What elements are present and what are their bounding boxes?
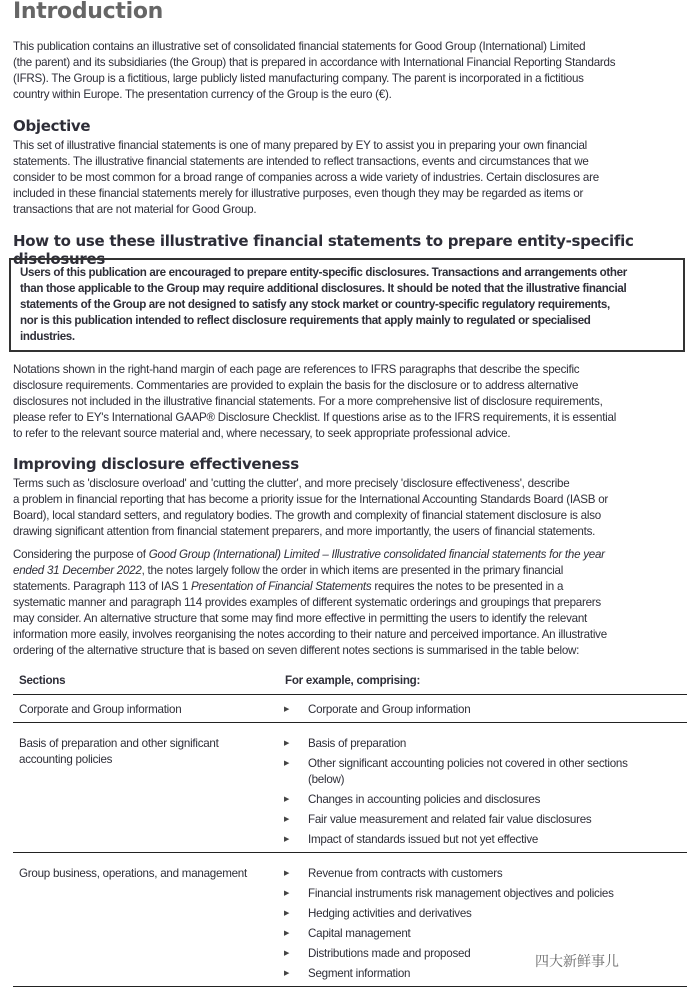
text-line: disclosures not included in the illustrative financial statements. For a more comprehensive list of disclosure requirements, [13,395,603,408]
text-line: included in these financial statements merely for illustrative purposes, even though they may be regarded as items or [13,187,584,200]
text-line: Users of this publication are encouraged to prepare entity-specific disclosures. Transactions and arrangements other [20,266,627,279]
text-line: information more easily, involves reorganising the notes according to their nature and perceived importance. An illustrative [13,628,607,641]
table-item-cell: Changes in accounting policies and disclosures [308,793,541,806]
text-segment: , the notes largely follow the order in which items are presented in the primary financial [141,564,564,577]
text-segment: requires the notes to be presented in a [371,580,564,593]
bullet-arrow-icon: ▶ [284,836,290,843]
bullet-arrow-icon: ▶ [284,706,290,713]
improving-paragraph [13,476,608,540]
watermark: 四大新鲜事儿 [535,953,619,969]
text-line: to refer to the relevant source material and, where necessary, to seek appropriate professional advice. [13,427,511,440]
text-line: nor is this publication intended to reflect disclosure requirements that apply mainly to regulated or specialised [20,314,591,327]
table-item-cell: Capital management [308,927,411,940]
text-line [13,563,607,579]
notations-paragraph [13,362,616,442]
table-section-cell: Corporate and Group information [19,703,182,716]
table-section-cell: Group business, operations, and management [19,867,247,880]
bullet-arrow-icon: ▶ [284,950,290,957]
table-item-cell: Fair value measurement and related fair value disclosures [308,813,592,826]
bullet-arrow-icon: ▶ [284,870,290,877]
text-line: than those applicable to the Group may require additional disclosures. It should be noted that the illustrative financial [20,282,627,295]
text-segment: Considering the purpose of [13,548,149,561]
italic-text: Presentation of Financial Statements [190,580,372,593]
text-line: statements of the Group are not designed to satisfy any stock market or country-specific regulatory requirements, [20,298,610,311]
text-line: ordering of the alternative structure that is based on seven different notes sections is summarised in the table below: [13,644,580,657]
table-rule [13,722,687,723]
bullet-arrow-icon: ▶ [284,816,290,823]
text-line: systematic manner and paragraph 114 provides examples of different systematic orderings and groupings that preparers [13,596,601,609]
notice-text [20,265,627,345]
italic-text: Good Group (International) Limited – Illustrative consolidated financial statements for the year [148,548,605,561]
table-item-cell: Distributions made and proposed [308,947,471,960]
text-line [13,579,607,595]
text-line: please refer to EY's International GAAP® Disclosure Checklist. If questions arise as to the IFRS requirements, it is essential [13,411,617,424]
text-line: (IFRS). The Group is a fictitious, large publicly listed manufacturing company. The parent is incorporated in a fictitious [13,72,584,85]
text-line: This publication contains an illustrative set of consolidated financial statements for Good Group (International) Limited [13,40,586,53]
notice-box [9,258,685,352]
table-item-cell: Hedging activities and derivatives [308,907,472,920]
bullet-arrow-icon: ▶ [284,740,290,747]
italic-text: ended 31 December 2022 [13,564,142,577]
heading-improving: Improving disclosure effectiveness [13,455,299,473]
table-item-cell: Corporate and Group information [308,703,471,716]
table-item-cell: Impact of standards issued but not yet effective [308,833,539,846]
bullet-arrow-icon: ▶ [284,760,290,767]
text-line: transactions that are not material for Good Group. [13,203,257,216]
text-line: drawing significant attention from financial statement preparers, and more importantly, the users of financial statements. [13,525,596,538]
text-segment: statements. Paragraph 113 of IAS 1 [13,580,191,593]
table-item-cell: Other significant accounting policies not covered in other sections [308,757,628,770]
table-section-cell: accounting policies [19,753,113,766]
bullet-arrow-icon: ▶ [284,970,290,977]
structure-paragraph [13,547,607,659]
text-line: a problem in financial reporting that has become a priority issue for the International Accounting Standards Board (IASB or [13,493,609,506]
intro-paragraph [13,39,615,103]
text-line: Terms such as 'disclosure overload' and 'cutting the clutter', and more precisely 'disclosure effectiveness', describe [13,477,570,490]
heading-how-to-use: How to use these illustrative financial statements to prepare entity-specific disclosures [13,232,634,268]
table-rule [13,694,687,695]
text-line: (the parent) and its subsidiaries (the Group) that is prepared in accordance with International Financial Reporting Standards [13,56,616,69]
table-item-cell: (below) [308,773,345,786]
bullet-arrow-icon: ▶ [284,910,290,917]
table-item-cell: Segment information [308,967,411,980]
table-item-cell: Basis of preparation [308,737,407,750]
text-line: may consider. An alternative structure that some may find more effective in permitting the users to identify the relevant [13,612,587,625]
text-line: disclosure requirements. Commentaries are provided to explain the basis for the disclosure or to address alternative [13,379,579,392]
table-rule [13,986,687,987]
bullet-arrow-icon: ▶ [284,930,290,937]
text-line: industries. [20,330,75,343]
text-line: statements. The illustrative financial statements are intended to reflect transactions, events and circumstances that we [13,155,589,168]
table-item-cell: Financial instruments risk management objectives and policies [308,887,614,900]
heading-objective: Objective [13,117,91,135]
text-line [13,547,607,563]
table-item-cell: Revenue from contracts with customers [308,867,503,880]
text-line: consider to be most common for a broad range of companies across a wide variety of industries. Certain disclosures are [13,171,599,184]
table-header-sections: Sections [19,674,66,687]
bullet-arrow-icon: ▶ [284,796,290,803]
text-line: Board), local standard setters, and regulatory bodies. The growth and complexity of financial statement disclosure is also [13,509,601,522]
text-line: country within Europe. The presentation currency of the Group is the euro (€). [13,88,392,101]
text-line: Notations shown in the right-hand margin of each page are references to IFRS paragraphs that describe the specific [13,363,580,376]
table-header-examples: For example, comprising: [285,674,421,687]
objective-paragraph [13,138,599,218]
table-section-cell: Basis of preparation and other significant [19,737,219,750]
table-rule [13,852,687,853]
bullet-arrow-icon: ▶ [284,890,290,897]
text-line: This set of illustrative financial statements is one of many prepared by EY to assist you in preparing your own financial [13,139,588,152]
page-title: Introduction [13,0,164,24]
